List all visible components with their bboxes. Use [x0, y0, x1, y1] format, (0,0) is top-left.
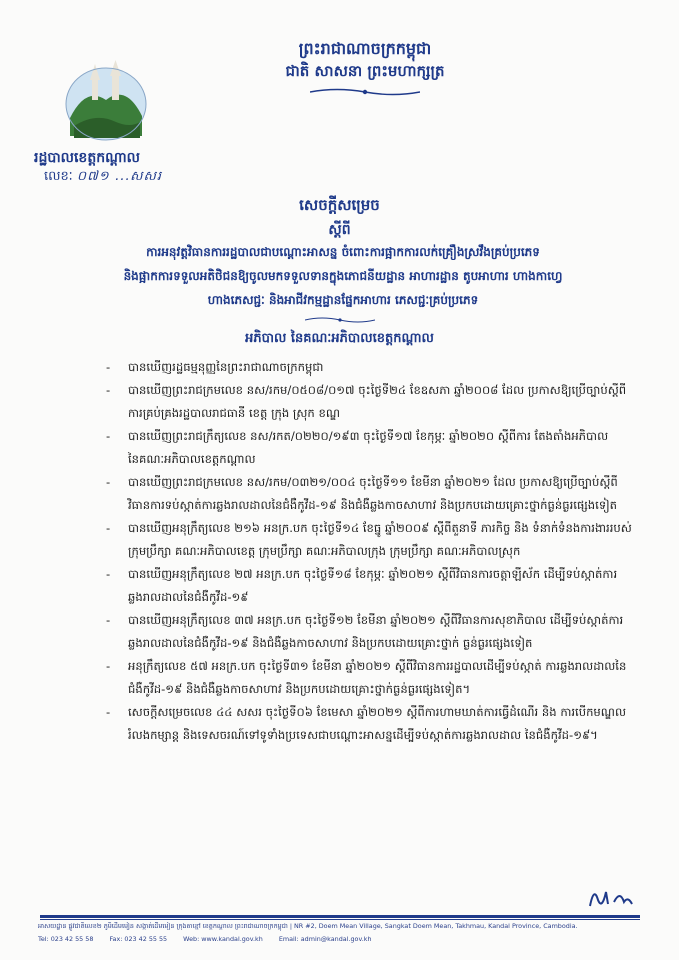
- footer-tel: Tel: 023 42 55 58: [38, 935, 94, 943]
- about-label: ស្តីពី: [328, 222, 351, 238]
- list-item: - បានឃើញអនុក្រឹត្យលេខ ៣៧ អនក្រ.បក ចុះថ្ងៃទី១២ ខែមីនា ឆ្នាំ២០២១ ស្តីពីវិធានការសុខាភិបាល ដើម្បីទប់ស្កាត់ការឆ្លងរាលដាលនៃជំងឺកូវីដ-១៩ និងជំងឺឆ្លងកាចសាហាវ និងប្រកបដោយគ្រោះថ្នាក់ ធ្ងន់ធ្ងរផ្សេងទៀត: [106, 613, 624, 650]
- list-item-text: បានឃើញព្រះរាជក្រឹត្យលេខ នស/រកត/០២២០/១៩៣ ចុះថ្ងៃទី១៧ ខែកុម្ភៈ ឆ្នាំ២០២០ ស្តីពីការ តែងតាំងអភិបាល នៃគណៈអភិបាលខេត្តកណ្ដាល: [128, 429, 609, 466]
- subject-line: ការអនុវត្តវិធានការរដ្ឋបាលជាបណ្តោះអាសន្ន ចំពោះការផ្អាកការលក់គ្រឿងស្រវឹងគ្រប់ប្រភេទ: [146, 245, 540, 259]
- provincial-seal-icon: [56, 56, 156, 146]
- list-item: - បានឃើញព្រះរាជក្រឹត្យលេខ នស/រកត/០២២០/១៩៣ ចុះថ្ងៃទី១៧ ខែកុម្ភៈ ឆ្នាំ២០២០ ស្តីពីការ តែងតាំងអភិបាល នៃគណៈអភិបាលខេត្តកណ្ដាល: [106, 429, 609, 466]
- ornament-divider-icon: [305, 316, 375, 324]
- list-item-text: បានឃើញអនុក្រឹត្យលេខ ២១៦ អនក្រ.បក ចុះថ្ងៃទី១៤ ខែធ្នូ ឆ្នាំ២០០៩ ស្តីពីតួនាទី ភារកិច្ច និង ទំនាក់ទំនងការងាររបស់ក្រុមប្រឹក្សា គណៈអភិបាលខេត្ត ក្រុមប្រឹក្សា គណៈអភិបាលក្រុង ក្រុមប្រឹក្សា គណៈអភិបាលស្រុក: [128, 521, 632, 558]
- signature-mark: [584, 880, 636, 910]
- kingdom-title: ព្រះរាជាណាចក្រកម្ពុជា: [298, 39, 432, 58]
- list-item-text: បានឃើញរដ្ឋធម្មនុញ្ញនៃព្រះរាជាណាចក្រកម្ពុជា: [128, 360, 324, 374]
- reference-value: ០៧១ ...សសរ: [76, 169, 162, 184]
- list-item: - សេចក្តីសម្រេចលេខ ៤៤ សសរ ចុះថ្ងៃទី០៦ ខែមេសា ឆ្នាំ២០២១ ស្តីពីការហាមឃាត់ការធ្វើដំណើរ និង ការបើកមណ្ឌលរំលងកម្សាន្ត និងទេសចរណ៍ទៅទូទាំងប្រទេសជាបណ្តោះអាសន្នដើម្បីទប់ស្កាត់ការឆ្លងរាលដាល នៃជំងឺកូវីដ-១៩។: [106, 705, 626, 742]
- list-item-text: បានឃើញអនុក្រឹត្យលេខ ៣៧ អនក្រ.បក ចុះថ្ងៃទី១២ ខែមីនា ឆ្នាំ២០២១ ស្តីពីវិធានការសុខាភិបាល ដើម្បីទប់ស្កាត់ការឆ្លងរាលដាលនៃជំងឺកូវីដ-១៩ និងជំងឺឆ្លងកាចសាហាវ និងប្រកបដោយគ្រោះថ្នាក់ ធ្ងន់ធ្ងរផ្សេងទៀត: [128, 613, 624, 650]
- footer-rule: [40, 915, 640, 918]
- issuing-authority: អភិបាល នៃគណៈអភិបាលខេត្តកណ្ដាល: [245, 331, 434, 346]
- province-admin-name: រដ្ឋបាលខេត្តកណ្ដាល: [34, 150, 140, 166]
- list-item: - បានឃើញព្រះរាជក្រមលេខ នស/រកម/០៣២១/០០៤ ចុះថ្ងៃទី១១ ខែមីនា ឆ្នាំ២០២១ ដែល ប្រកាសឱ្យប្រើច្បាប់ស្តីពីវិធានការទប់ស្កាត់ការឆ្លងរាលដាលនៃជំងឺកូវីដ-១៩ និងជំងឺឆ្លងកាចសាហាវ និងប្រកបដោយគ្រោះថ្នាក់ធ្ងន់ធ្ងរផ្សេងទៀត: [106, 475, 618, 512]
- footer-web[interactable]: Web: www.kandal.gov.kh: [183, 935, 263, 943]
- ornament-divider-icon: [310, 87, 420, 97]
- subject-line: និងផ្អាកការទទួលអតិថិជនឱ្យចូលមកទទួលទានក្នុងភោជនីយដ្ឋាន អាហារដ្ឋាន តូបអាហារ ហាងកាហ្វេ: [123, 269, 563, 283]
- footer-rule: [40, 919, 640, 920]
- footer-contacts: [38, 935, 648, 943]
- list-item-text: បានឃើញអនុក្រឹត្យលេខ ២៧ អនក្រ.បក ចុះថ្ងៃទី១៨ ខែកុម្ភៈ ឆ្នាំ២០២១ ស្តីពីវិធានការចត្តាឡីស័ក ដើម្បីទប់ស្កាត់ការឆ្លងរាលដាលនៃជំងឺកូវីដ-១៩: [128, 567, 618, 604]
- list-item-text: បានឃើញព្រះរាជក្រមលេខ នស/រកម/០៥០៨/០១៧ ចុះថ្ងៃទី២៤ ខែឧសភា ឆ្នាំ២០០៨ ដែល ប្រកាសឱ្យប្រើច្បាប់ស្តីពីការគ្រប់គ្រងរដ្ឋបាលរាជធានី ខេត្ត ក្រុង ស្រុក ខណ្ឌ: [128, 383, 627, 420]
- list-item: - បានឃើញអនុក្រឹត្យលេខ ២៧ អនក្រ.បក ចុះថ្ងៃទី១៨ ខែកុម្ភៈ ឆ្នាំ២០២១ ស្តីពីវិធានការចត្តាឡីស័ក ដើម្បីទប់ស្កាត់ការឆ្លងរាលដាលនៃជំងឺកូវីដ-១៩: [106, 567, 618, 604]
- kingdom-header: [200, 38, 530, 101]
- list-item: - បានឃើញព្រះរាជក្រមលេខ នស/រកម/០៥០៨/០១៧ ចុះថ្ងៃទី២៤ ខែឧសភា ឆ្នាំ២០០៨ ដែល ប្រកាសឱ្យប្រើច្បាប់ស្តីពីការគ្រប់គ្រងរដ្ឋបាលរាជធានី ខេត្ត ក្រុង ស្រុក ខណ្ឌ: [106, 383, 627, 420]
- list-item: - បានឃើញរដ្ឋធម្មនុញ្ញនៃព្រះរាជាណាចក្រកម្ពុជា: [106, 360, 324, 374]
- list-item-text: អនុក្រឹត្យលេខ ៥៧ អនក្រ.បក ចុះថ្ងៃទី៣១ ខែមីនា ឆ្នាំ២០២១ ស្តីពីវិធានការរដ្ឋបាលដើម្បីទប់ស្កាត់ ការឆ្លងរាលដាលនៃជំងឺកូវីដ-១៩ និងជំងឺឆ្លងកាចសាហាវ និងប្រកបដោយគ្រោះថ្នាក់ធ្ងន់ធ្ងរផ្សេងទៀត។: [128, 659, 627, 696]
- national-motto: ជាតិ សាសនា ព្រះមហាក្សត្រ: [285, 62, 445, 80]
- list-item-text: បានឃើញព្រះរាជក្រមលេខ នស/រកម/០៣២១/០០៤ ចុះថ្ងៃទី១១ ខែមីនា ឆ្នាំ២០២១ ដែល ប្រកាសឱ្យប្រើច្បាប់ស្តីពីវិធានការទប់ស្កាត់ការឆ្លងរាលដាលនៃជំងឺកូវីដ-១៩ និងជំងឺឆ្លងកាចសាហាវ និងប្រកបដោយគ្រោះថ្នាក់ធ្ងន់ធ្ងរផ្សេងទៀត: [128, 475, 618, 512]
- list-item: - បានឃើញអនុក្រឹត្យលេខ ២១៦ អនក្រ.បក ចុះថ្ងៃទី១៤ ខែធ្នូ ឆ្នាំ២០០៩ ស្តីពីតួនាទី ភារកិច្ច និង ទំនាក់ទំនងការងាររបស់ក្រុមប្រឹក្សា គណៈអភិបាលខេត្ត ក្រុមប្រឹក្សា គណៈអភិបាលក្រុង ក្រុមប្រឹក្សា គណៈអភិបាលស្រុក: [106, 521, 632, 558]
- list-item: - អនុក្រឹត្យលេខ ៥៧ អនក្រ.បក ចុះថ្ងៃទី៣១ ខែមីនា ឆ្នាំ២០២១ ស្តីពីវិធានការរដ្ឋបាលដើម្បីទប់ស្កាត់ ការឆ្លងរាលដាលនៃជំងឺកូវីដ-១៩ និងជំងឺឆ្លងកាចសាហាវ និងប្រកបដោយគ្រោះថ្នាក់ធ្ងន់ធ្ងរផ្សេងទៀត។: [106, 659, 627, 696]
- decision-title: សេចក្តីសម្រេច: [299, 196, 380, 214]
- reference-number: [44, 168, 162, 187]
- decision-subject: [48, 240, 638, 312]
- list-item-text: សេចក្តីសម្រេចលេខ ៤៤ សសរ ចុះថ្ងៃទី០៦ ខែមេសា ឆ្នាំ២០២១ ស្តីពីការហាមឃាត់ការធ្វើដំណើរ និង ការបើកមណ្ឌលរំលងកម្សាន្ត និងទេសចរណ៍ទៅទូទាំងប្រទេសជាបណ្តោះអាសន្នដើម្បីទប់ស្កាត់ការឆ្លងរាលដាល នៃជំងឺកូវីដ-១៩។: [128, 705, 626, 742]
- reference-label: លេខៈ: [44, 169, 73, 184]
- footer-email[interactable]: Email: admin@kandal.gov.kh: [278, 935, 372, 943]
- footer-address: អាសយដ្ឋាន ផ្លូវជាតិលេខ២ ភូមិដើមមៀន សង្កាត់ដើមមៀន ក្រុងតាខ្មៅ ខេត្តកណ្ដាល ព្រះរាជាណាចក្រកម្ពុជា | NR #2, Doem Mean Village, Sangkat Doem Mean, Takhmau, Kandal Province, Cambodia.: [38, 922, 578, 930]
- legal-basis-list: [106, 356, 636, 747]
- footer-fax: Fax: 023 42 55 55: [109, 935, 168, 943]
- subject-line: ហាងភេសជ្ជៈ និងអាជីវកម្មដ្ឋានផ្នែកអាហារ ភេសជ្ជៈគ្រប់ប្រភេទ: [207, 293, 479, 307]
